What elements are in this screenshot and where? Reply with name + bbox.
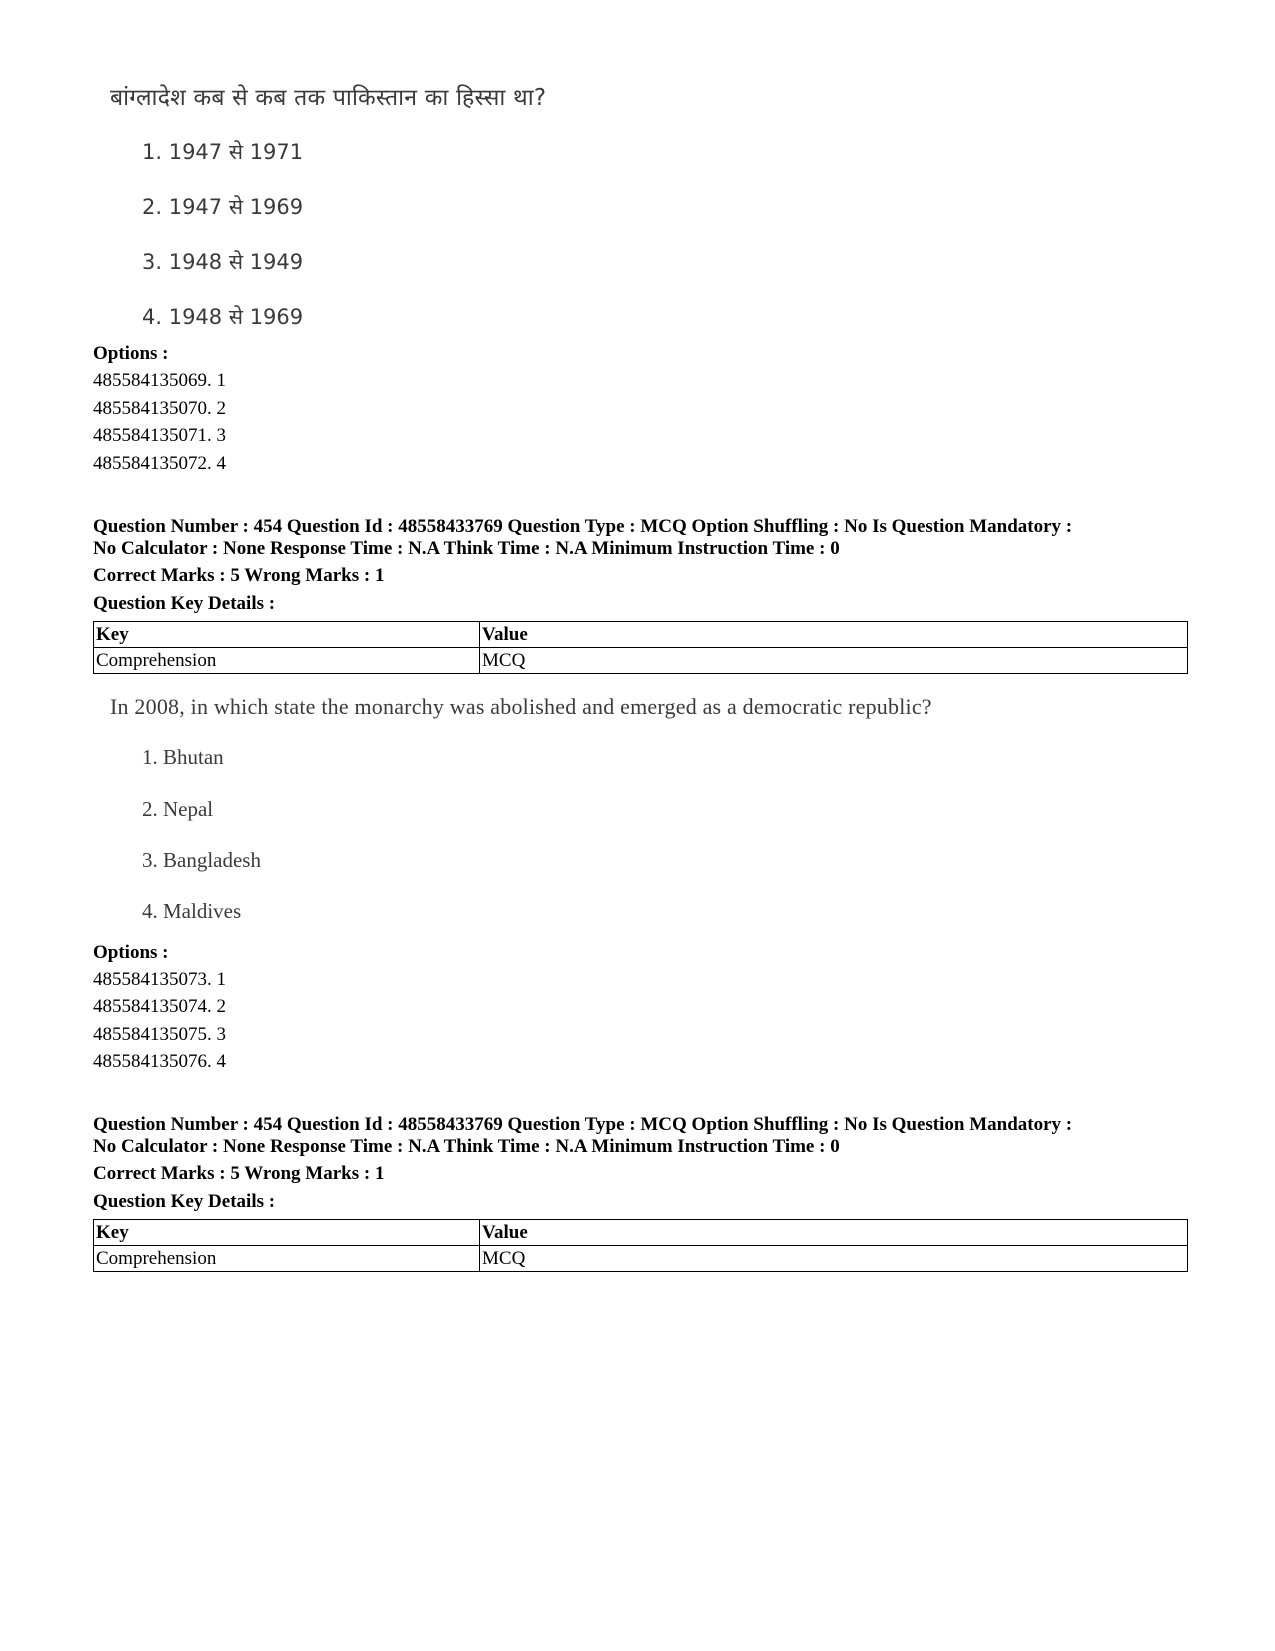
option-line: 485584135070. 2: [93, 398, 226, 419]
question-choice: 4. Maldives: [142, 899, 242, 923]
option-line: 485584135073. 1: [93, 969, 226, 990]
question-choice: 3. Bangladesh: [142, 848, 261, 872]
question-choice: 2. Nepal: [142, 797, 214, 821]
meta-line: Question Number : 454 Question Id : 48558433769 Question Type : MCQ Option Shuffling : No Is Question Mandatory :: [93, 1114, 1073, 1135]
key-details-table: [93, 1219, 1188, 1272]
option-line: 485584135071. 3: [93, 425, 226, 446]
marks-line: Correct Marks : 5 Wrong Marks : 1: [93, 565, 385, 586]
option-line: 485584135076. 4: [93, 1051, 226, 1072]
option-line: 485584135075. 3: [93, 1024, 226, 1045]
table-header-row: [94, 622, 1188, 648]
options-label: Options :: [93, 343, 169, 364]
option-line: 485584135072. 4: [93, 453, 226, 474]
question-choice: 1. 1947 से 1971: [142, 140, 304, 164]
question-choice: 1. Bhutan: [142, 745, 224, 769]
table-header-cell: Key: [94, 1220, 480, 1246]
question-meta: [93, 516, 1183, 560]
table-row: [94, 1246, 1188, 1272]
marks-line: Correct Marks : 5 Wrong Marks : 1: [93, 1163, 385, 1184]
table-cell: Comprehension: [94, 1246, 480, 1272]
question-choice: 3. 1948 से 1949: [142, 250, 304, 274]
table-cell: MCQ: [480, 1246, 1188, 1272]
option-line: 485584135069. 1: [93, 370, 226, 391]
question-text: In 2008, in which state the monarchy was abolished and emerged as a democratic republic?: [110, 694, 932, 719]
key-details-label: Question Key Details :: [93, 593, 276, 614]
table-header-cell: Value: [480, 1220, 1188, 1246]
meta-line: No Calculator : None Response Time : N.A Think Time : N.A Minimum Instruction Time : 0: [93, 1136, 840, 1157]
table-header-cell: Key: [94, 622, 480, 648]
options-label: Options :: [93, 942, 169, 963]
question-text: बांग्लादेश कब से कब तक पाकिस्तान का हिस्सा था?: [110, 85, 547, 111]
table-cell: Comprehension: [94, 648, 480, 674]
option-line: 485584135074. 2: [93, 996, 226, 1017]
meta-line: Question Number : 454 Question Id : 48558433769 Question Type : MCQ Option Shuffling : No Is Question Mandatory :: [93, 516, 1073, 537]
question-choice: 2. 1947 से 1969: [142, 195, 304, 219]
table-row: [94, 648, 1188, 674]
table-header-cell: Value: [480, 622, 1188, 648]
table-header-row: [94, 1220, 1188, 1246]
table-cell: MCQ: [480, 648, 1188, 674]
key-details-table: [93, 621, 1188, 674]
key-details-label: Question Key Details :: [93, 1191, 276, 1212]
question-choice: 4. 1948 से 1969: [142, 305, 304, 329]
question-meta: [93, 1114, 1183, 1158]
meta-line: No Calculator : None Response Time : N.A Think Time : N.A Minimum Instruction Time : 0: [93, 538, 840, 559]
